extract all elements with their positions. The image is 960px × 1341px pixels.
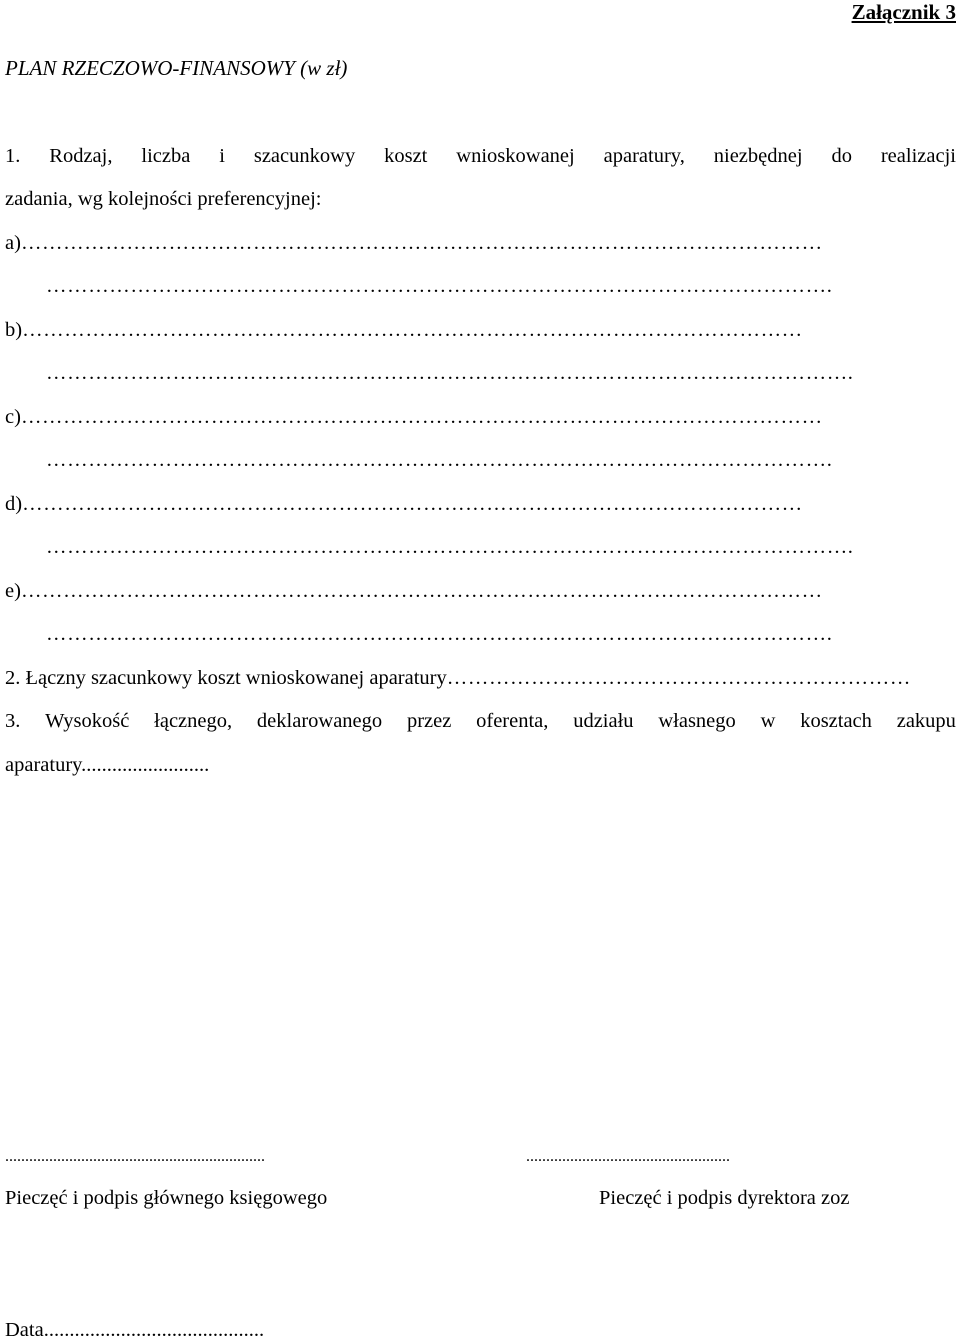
section3-line1 [5, 711, 956, 732]
section1-word: Rodzaj, [49, 145, 113, 167]
section3-word: w [760, 710, 776, 732]
signature-label-director: Pieczęć i podpis dyrektora zoz [599, 1187, 850, 1209]
section3-word: Wysokość [45, 710, 130, 732]
section3-line2: aparatury......................... [5, 754, 210, 776]
item-c [5, 407, 956, 428]
page-title: PLAN RZECZOWO-FINANSOWY (w zł) [5, 56, 348, 80]
section3-word: udziału [573, 710, 634, 732]
section2-text: 2. Łączny szacunkowy koszt wnioskowanej aparatury [5, 667, 447, 689]
section1-word: szacunkowy [253, 145, 356, 167]
section2-line [5, 668, 956, 689]
item-label: c) [5, 406, 21, 428]
date-field: Data........................................... [5, 1319, 265, 1341]
item-dots: …………………………………………………………………………………………………… [20, 232, 823, 254]
item-label: b) [5, 319, 23, 341]
section1-word: do [831, 145, 852, 167]
item-b [5, 320, 956, 341]
item-e-continuation: …………………………………………………………………………………………………. [46, 624, 833, 645]
section1-word: 1. [5, 145, 21, 167]
section1-word: wnioskowanej [456, 145, 575, 167]
section1-word: niezbędnej [713, 145, 803, 167]
section1-line1 [5, 146, 956, 167]
section1-word: aparatury, [603, 145, 685, 167]
section3-word: własnego [658, 710, 736, 732]
attachment-label: Załącznik 3 [851, 0, 956, 24]
item-d [5, 494, 956, 515]
item-label: a) [5, 232, 21, 254]
signature-line-director: ................................................... [526, 1148, 730, 1165]
section3-word: kosztach [800, 710, 872, 732]
section1-word: i [219, 145, 225, 167]
section1-word: koszt [384, 145, 428, 167]
section3-word: oferenta, [476, 710, 549, 732]
item-dots: ………………………………………………………………………………………………… [22, 319, 803, 341]
section1-word: liczba [141, 145, 191, 167]
section3-word: deklarowanego [256, 710, 383, 732]
item-dots: …………………………………………………………………………………………………… [20, 580, 823, 602]
item-d-continuation: ……………………………………………………………………………………………………. [46, 537, 854, 558]
item-label: d) [5, 493, 23, 515]
item-c-continuation: …………………………………………………………………………………………………. [46, 450, 833, 471]
section2-dots: ………………………………………………………… [446, 667, 911, 689]
section3-word: zakupu [896, 710, 956, 732]
item-dots: …………………………………………………………………………………………………… [20, 406, 823, 428]
item-a [5, 233, 956, 254]
item-e [5, 581, 956, 602]
section1-line2: zadania, wg kolejności preferencyjnej: [5, 188, 322, 210]
signature-label-accountant: Pieczęć i podpis głównego księgowego [5, 1187, 328, 1209]
item-b-continuation: ……………………………………………………………………………………………………. [46, 363, 854, 384]
section1-word: realizacji [880, 145, 956, 167]
item-a-continuation: …………………………………………………………………………………………………. [46, 276, 833, 297]
signature-line-accountant: ................................................................. [5, 1148, 265, 1165]
item-dots: ………………………………………………………………………………………………… [22, 493, 803, 515]
section3-word: łącznego, [154, 710, 233, 732]
section3-word: 3. [5, 710, 21, 732]
section3-word: przez [406, 710, 452, 732]
item-label: e) [5, 580, 21, 602]
